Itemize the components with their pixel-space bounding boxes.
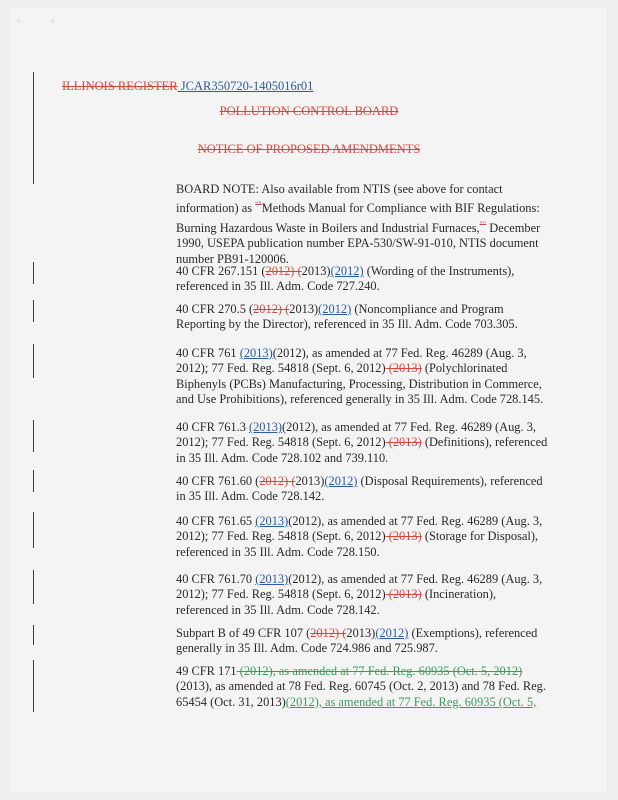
scan-mark: ° — [17, 18, 21, 28]
deleted-text: 2012) ( — [253, 302, 290, 316]
text-segment: 2012); 77 Fed. Reg. 54818 (Sept. 6, 2012) — [176, 587, 386, 602]
text-line — [176, 346, 548, 361]
text-segment: 40 CFR 761.60 ( — [176, 474, 260, 488]
deleted-text: (2013) — [385, 435, 422, 450]
inserted-text: (2012) — [375, 626, 409, 640]
text-segment: information) as — [176, 201, 256, 216]
cfr-49-107-paragraph — [176, 626, 548, 657]
text-line — [176, 664, 548, 679]
text-line: Reporting by the Director), referenced in 35 Ill. Adm. Code 703.305. — [176, 317, 518, 332]
text-line: referenced in 35 Ill. Adm. Code 727.240. — [176, 279, 380, 294]
text-line — [176, 695, 548, 710]
register-inserted-text: JCAR350720-1405016r01 — [177, 79, 314, 93]
text-line: referenced in 35 Ill. Adm. Code 728.150. — [176, 544, 380, 559]
board-title — [0, 104, 618, 119]
cfr-761-70-paragraph — [176, 572, 548, 618]
deleted-text: (2013) — [385, 529, 422, 544]
text-segment: (Exemptions), referenced — [408, 626, 538, 640]
text-line — [176, 626, 548, 641]
deleted-text: 2012) ( — [310, 626, 347, 640]
change-bar — [33, 512, 34, 548]
text-segment: 2012); 77 Fed. Reg. 54818 (Sept. 6, 2012) — [176, 361, 386, 376]
text-segment: 2012); 77 Fed. Reg. 54818 (Sept. 6, 2012) — [176, 529, 386, 544]
text-line: in 35 Ill. Adm. Code 728.142. — [176, 489, 325, 504]
text-line: generally in 35 Ill. Adm. Code 724.986 and 725.987. — [176, 641, 438, 656]
text-segment: 40 CFR 761.3 — [176, 420, 249, 434]
text-line: BOARD NOTE: Also available from NTIS (see above for contact — [176, 182, 503, 196]
change-bar — [33, 72, 34, 184]
text-segment: 40 CFR 267.151 ( — [176, 264, 266, 278]
change-bar — [33, 300, 34, 322]
text-segment: (Disposal Requirements), referenced — [357, 474, 543, 488]
notice-title-text: NOTICE OF PROPOSED AMENDMENTS — [197, 142, 421, 156]
inserted-text: (2013) — [255, 514, 289, 528]
deleted-text: 2012) ( — [259, 474, 296, 488]
text-line — [176, 587, 548, 602]
change-bar — [33, 262, 34, 284]
inserted-text: (2012) — [330, 264, 364, 278]
text-segment: (2012), as amended at 77 Fed. Reg. 46289 (Aug. 3, — [288, 572, 543, 586]
text-line: Biphenyls (PCBs) Manufacturing, Processing, Distribution in Commerce, — [176, 376, 542, 391]
text-segment: 40 CFR 761.65 — [176, 514, 256, 528]
text-line: number PB91-120006. — [176, 251, 289, 266]
text-segment: 40 CFR 270.5 ( — [176, 302, 254, 316]
deleted-quote: "" — [479, 219, 487, 229]
text-segment: 2013) — [346, 626, 376, 640]
change-bar — [33, 570, 34, 604]
text-line: in 35 Ill. Adm. Code 728.102 and 739.110. — [176, 450, 389, 465]
cfr-267-151-paragraph — [176, 264, 548, 295]
moved-inserted-text: (2012), as amended at 77 Fed. Reg. 60935 (Oct. 5, — [285, 694, 537, 709]
cfr-761-paragraph — [176, 346, 548, 408]
text-segment: Methods Manual for Compliance with BIF Regulations: — [261, 201, 540, 216]
text-segment: December — [486, 221, 541, 236]
text-segment: 40 CFR 761 — [176, 346, 240, 360]
change-bar — [33, 420, 34, 452]
change-bar — [33, 660, 34, 712]
text-segment: 2013) — [295, 474, 325, 488]
board-note-paragraph — [176, 182, 548, 267]
text-segment: 2012); 77 Fed. Reg. 54818 (Sept. 6, 2012) — [176, 435, 386, 450]
inserted-text: (2012) — [318, 302, 352, 316]
text-segment: (Polychlorinated — [421, 361, 508, 376]
scan-mark: ° — [51, 18, 55, 28]
moved-deleted-text: (2012), as amended at 77 Fed. Reg. 60935 (Oct. 5, 2012) — [236, 664, 523, 678]
text-line — [176, 217, 548, 237]
text-line — [176, 264, 548, 279]
text-segment: (Definitions), referenced — [421, 435, 548, 450]
text-line: and Use Prohibitions), referenced generally in 35 Ill. Adm. Code 728.145. — [176, 392, 544, 407]
cfr-49-171-paragraph — [176, 664, 548, 710]
text-segment: (2012), as amended at 77 Fed. Reg. 46289 (Aug. 3, — [272, 346, 527, 360]
board-title-text: POLLUTION CONTROL BOARD — [219, 104, 399, 118]
deleted-text: 2012) ( — [265, 264, 302, 278]
inserted-text: (2012) — [324, 474, 358, 488]
cfr-270-5-paragraph — [176, 302, 548, 333]
deleted-text: (2013) — [385, 361, 422, 376]
text-segment: Burning Hazardous Waste in Boilers and Industrial Furnaces, — [176, 221, 480, 236]
text-segment: 49 CFR 171 — [176, 664, 237, 678]
text-line — [176, 572, 548, 587]
cfr-761-3-paragraph — [176, 420, 548, 466]
text-line: (2013), as amended at 78 Fed. Reg. 60745 (Oct. 2, 2013) and 78 Fed. Reg. — [176, 679, 546, 694]
text-segment: Subpart B of 49 CFR 107 ( — [176, 626, 311, 640]
text-segment: 65454 (Oct. 31, 2013) — [176, 694, 286, 709]
deleted-quote: "" — [255, 200, 262, 210]
change-bar — [33, 470, 34, 492]
change-bar — [33, 625, 34, 645]
text-segment: (Wording of the Instruments), — [363, 264, 515, 278]
text-segment: (2012), as amended at 77 Fed. Reg. 46289 (Aug. 3, — [288, 514, 543, 528]
change-bar — [33, 344, 34, 378]
text-segment: (2012), as amended at 77 Fed. Reg. 46289 (Aug. 3, — [282, 420, 536, 434]
inserted-text: (2013) — [248, 420, 283, 434]
text-line: 1990, USEPA publication number EPA-530/SW-91-010, NTIS document — [176, 236, 539, 251]
text-line — [176, 197, 548, 217]
text-line: referenced in 35 Ill. Adm. Code 728.142. — [176, 602, 380, 617]
text-segment: 2013) — [289, 302, 319, 316]
text-segment: 2013) — [301, 264, 331, 278]
text-line — [176, 420, 548, 435]
text-segment: 40 CFR 761.70 — [176, 572, 256, 586]
text-line — [176, 514, 548, 529]
notice-title — [0, 142, 618, 157]
inserted-text: (2013) — [255, 572, 289, 586]
cfr-761-60-paragraph — [176, 474, 548, 505]
inserted-text: (2013) — [239, 346, 273, 360]
text-segment: (Storage for Disposal), — [421, 529, 539, 544]
cfr-761-65-paragraph — [176, 514, 548, 560]
register-header — [62, 79, 313, 94]
text-line — [176, 302, 548, 317]
text-line — [176, 529, 548, 544]
deleted-text: (2013) — [385, 587, 422, 602]
text-segment: (Noncompliance and Program — [351, 302, 504, 316]
text-line — [176, 435, 548, 450]
register-deleted-text: ILLINOIS REGISTER — [62, 79, 178, 93]
text-line — [176, 361, 548, 376]
text-line — [176, 474, 548, 489]
text-segment: (Incineration), — [421, 587, 497, 602]
